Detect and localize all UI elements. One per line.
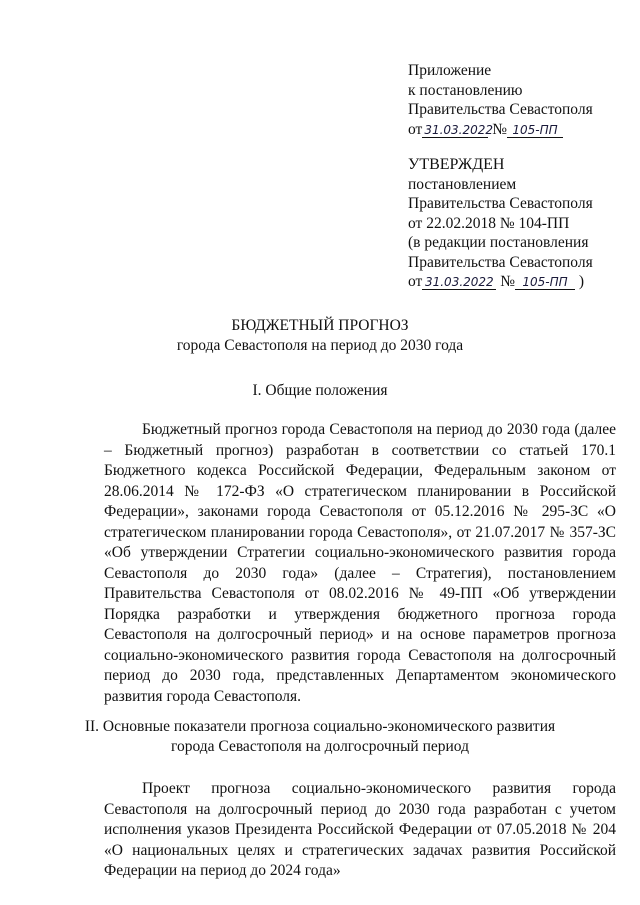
approved-line: от 22.02.2018 № 104-ПП xyxy=(408,214,570,232)
section-2-title xyxy=(0,717,640,757)
approved-line: Правительства Севастополя xyxy=(408,253,593,271)
document-subtitle: города Севастополя на период до 2030 года xyxy=(176,337,464,354)
approved-heading: УТВЕРЖДЕН xyxy=(408,156,505,173)
handwritten-number: 105-ПП xyxy=(515,275,575,290)
appendix-date-line xyxy=(408,120,628,140)
handwritten-date: 31.03.2022 xyxy=(422,275,496,290)
date-prefix: от xyxy=(408,273,423,290)
approved-line: постановлением xyxy=(408,175,517,193)
handwritten-number: 105-ПП xyxy=(507,123,563,138)
appendix-line: к постановлению xyxy=(408,81,523,99)
appendix-line: Правительства Севастополя xyxy=(408,101,593,118)
approved-date-line xyxy=(408,272,628,292)
appendix-line: Приложение xyxy=(408,62,492,79)
approved-block xyxy=(408,155,628,292)
number-sign: № xyxy=(500,273,515,290)
approved-line: Правительства Севастополя xyxy=(408,195,593,212)
date-prefix: от xyxy=(408,120,423,138)
section-2-title-line: города Севастополя на долгосрочный период xyxy=(171,738,469,755)
section-1-paragraph: Бюджетный прогноз города Севастополя на период до 2030 года (далее – Бюджетный прогноз) разработан в соответствии со статьей 170.1 Бюджетного кодекса Российской Федерации, Федеральным законом от 28.06.2014 № 172-ФЗ «О стратегическом планировании в Российской Федерации», законами города Севастополя от 05.12.2016 № 295-ЗС «О стратегическом планировании города Севастополя», от 21.07.2017 № 357-ЗС «Об утверждении Стратегии социально-экономического развития города Севастополя до 2030 года» (далее – Стратегия), постановлением Правительства Севастополя от 08.02.2016 № 49-ПП «Об утверждении Порядка разработки и утверждения бюджетного прогноза города Севастополя на долгосрочный период» и на основе параметров прогноза социально-экономического развития города Севастополя на долгосрочный период до 2030 года, представленных Департаментом экономического развития города Севастополя. xyxy=(104,421,616,705)
section-1-title: I. Общие положения xyxy=(252,382,388,399)
approved-line: (в редакции постановления xyxy=(408,234,589,251)
appendix-block xyxy=(408,61,628,139)
closing-paren: ) xyxy=(578,273,585,290)
document-title-block xyxy=(0,316,640,356)
handwritten-date: 31.03.2022 xyxy=(424,122,494,137)
section-2-title-line: II. Основные показатели прогноза социально-экономического развития xyxy=(84,718,556,735)
section-2-paragraph: Проект прогноза социально-экономического развития города Севастополя на долгосрочный период до 2030 года разработан с учетом исполнения указов Президента Российской Федерации от 07.05.2018 № 204 «О национальных целях и стратегических задачах развития Российской Федерации на период до 2024 года» xyxy=(104,780,616,879)
number-sign: № xyxy=(492,120,507,138)
document-title: БЮДЖЕТНЫЙ ПРОГНОЗ xyxy=(231,317,409,334)
